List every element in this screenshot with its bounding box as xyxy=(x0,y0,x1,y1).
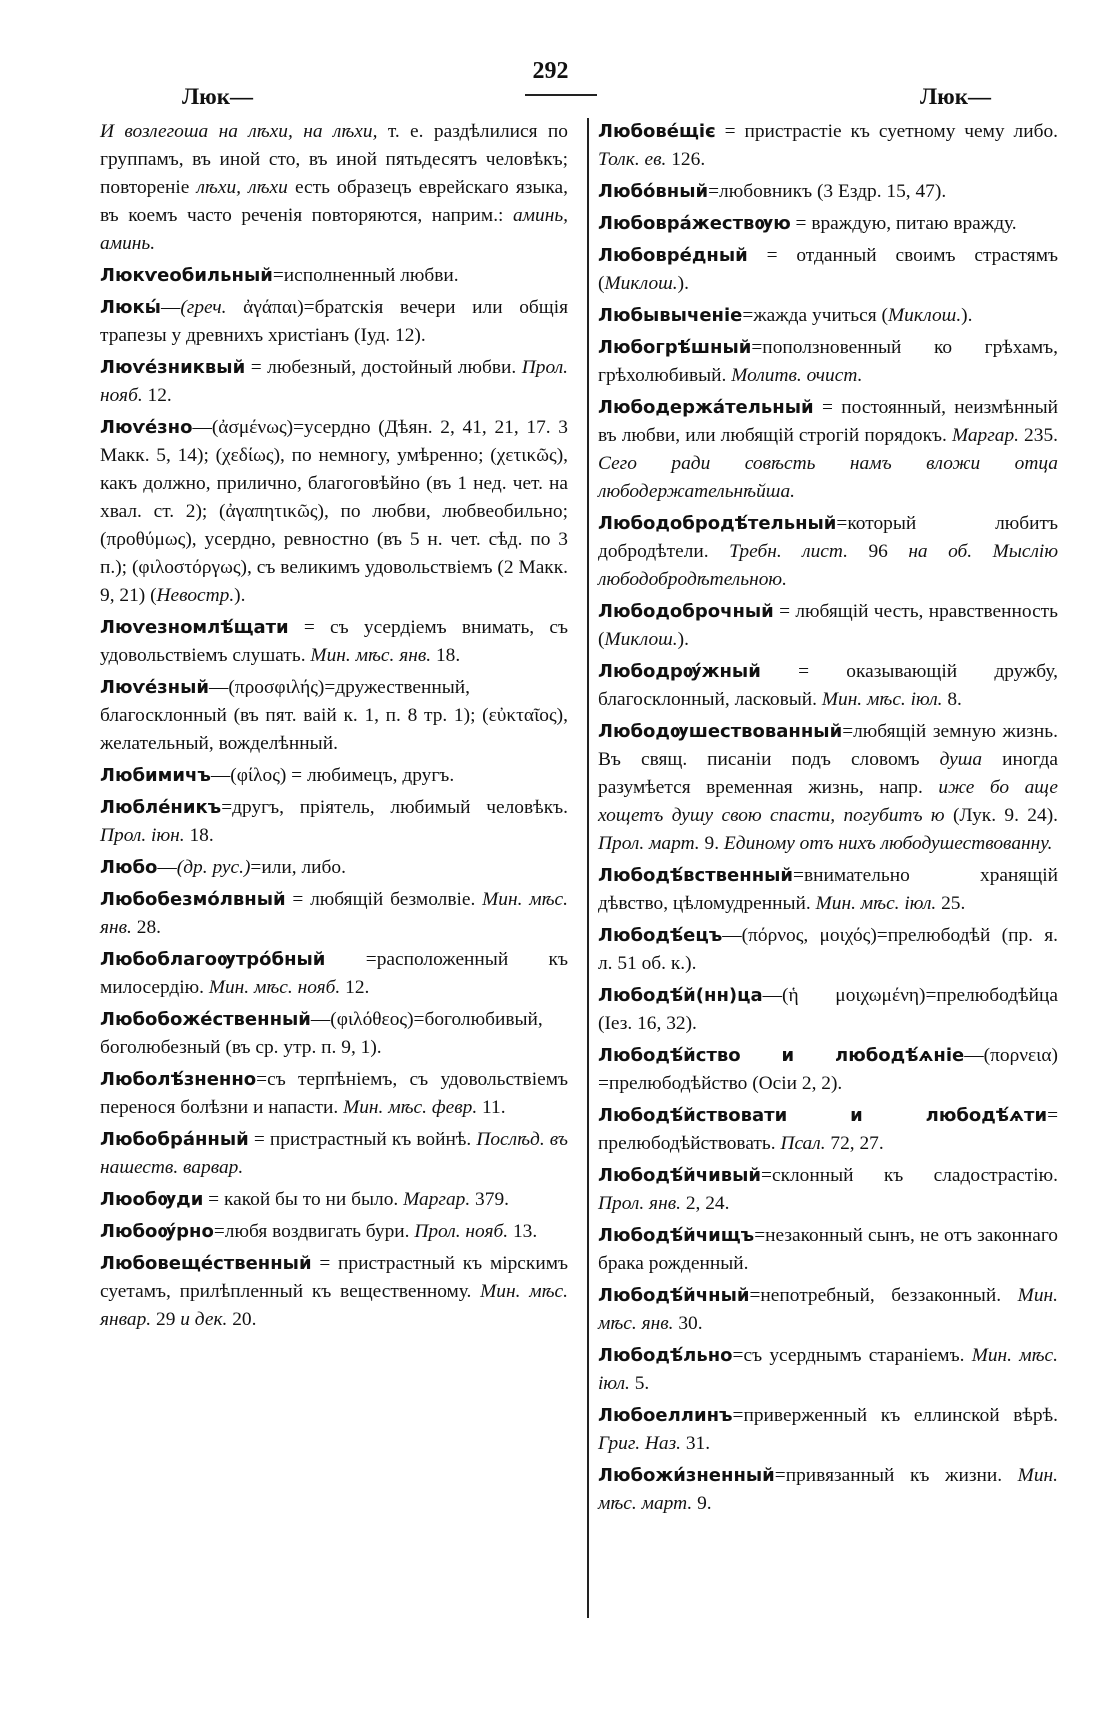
definition-text: =другъ, пріятель, любимый человѣкъ. xyxy=(221,797,568,818)
headword: Любогрѣ́шный xyxy=(598,337,752,358)
headword: Любодѣ́вственный xyxy=(598,865,794,886)
italic-text: Маргар. xyxy=(403,1189,471,1210)
italic-text: Мин. мѣс. февр. xyxy=(343,1097,478,1118)
italic-text: Миклош. xyxy=(604,629,678,650)
dictionary-entry xyxy=(598,862,1058,918)
definition-text: 31. xyxy=(681,1433,711,1454)
headword: Люкы́ xyxy=(100,297,161,318)
italic-text: (греч. xyxy=(180,297,227,318)
dictionary-entry xyxy=(598,394,1058,506)
dictionary-entry xyxy=(100,354,568,410)
italic-text: Невостр. xyxy=(156,585,235,606)
definition-text: есть образецъ еврейскаго языка, въ коемъ часто реченія повторяются, наприм.: xyxy=(100,177,569,226)
dictionary-entry xyxy=(100,414,568,610)
italic-text: лѣхи, лѣхи xyxy=(196,177,288,198)
definition-text: =незаконный сынъ, не отъ законнаго брака рожденный. xyxy=(598,1225,1058,1274)
left-guide-word: Люк— xyxy=(182,84,253,109)
dictionary-entry xyxy=(100,1126,568,1182)
dictionary-entry xyxy=(598,1102,1058,1158)
headword: Люболѣ́зненно xyxy=(100,1069,257,1090)
definition-text: 5. xyxy=(629,1373,650,1394)
dictionary-entry xyxy=(598,1462,1058,1518)
italic-text: и дек. xyxy=(180,1309,228,1330)
right-guide-word: Люк— xyxy=(920,84,991,109)
definition-text: 30. xyxy=(673,1313,703,1334)
definition-text: ). xyxy=(234,585,246,606)
dictionary-entry xyxy=(598,658,1058,714)
headword: Любовре́дный xyxy=(598,245,748,266)
definition-text: ). xyxy=(677,629,689,650)
headword: Любоблагоѹтро́бный xyxy=(100,949,326,970)
definition-text: = пристрастный къ мірскимъ суетамъ, прилѣпленный къ вещественному. xyxy=(100,1253,568,1302)
definition-text: иногда разумѣется временная жизнь, напр. xyxy=(598,749,1058,798)
definition-text: —(πορνεια) =прелюбодѣйство (Осіи 2, 2). xyxy=(598,1045,1058,1094)
dictionary-entry xyxy=(598,1222,1058,1278)
italic-text: Мин. мѣс. іюл. xyxy=(598,1345,1058,1394)
italic-text: Псал. xyxy=(780,1133,826,1154)
dictionary-entry xyxy=(100,794,568,850)
dictionary-entry xyxy=(598,210,1058,238)
headword: Любывыченіе xyxy=(598,305,743,326)
italic-text: аминь, аминь. xyxy=(100,205,568,254)
headword: Люкѵеобильный xyxy=(100,265,273,286)
dictionary-entry xyxy=(100,762,568,790)
definition-text: =внимательно хранящій дѣвство, цѣломудренный. xyxy=(598,865,1058,914)
headword: Любовеще́ственный xyxy=(100,1253,312,1274)
definition-text: =любя воздвигать бури. xyxy=(213,1221,415,1242)
definition-text: —(πόρνος, μοιχός)=прелюбодѣй (пр. я. л. 51 об. к.). xyxy=(598,925,1058,974)
dictionary-entry xyxy=(598,718,1058,858)
headword: Любодѣ́йствовати и любодѣ́ѧти xyxy=(598,1105,1048,1126)
definition-text: —(φίλος) = любимецъ, другъ. xyxy=(210,765,455,786)
headword: Любодѣ́йчищъ xyxy=(598,1225,755,1246)
definition-text: 28. xyxy=(131,917,161,938)
headword: Любожи́зненный xyxy=(598,1465,775,1486)
definition-text: ). xyxy=(961,305,973,326)
definition-text: 29 xyxy=(151,1309,181,1330)
headword: Любодѣ́йчный xyxy=(598,1285,750,1306)
definition-text: — xyxy=(157,857,177,878)
dictionary-entry xyxy=(100,118,568,258)
headword: Любоеллинъ xyxy=(598,1405,733,1426)
definition-text: т. е. раздѣлилися по группамъ, въ иной сто, въ иной пятьдесятъ человѣкъ; повтореніе xyxy=(100,121,568,198)
headword: Любодѣ́й(нн)ца xyxy=(598,985,763,1006)
dictionary-entry xyxy=(598,982,1058,1038)
definition-text: 18. xyxy=(431,645,461,666)
definition-text: (Лук. 9. 24). xyxy=(944,805,1058,826)
dictionary-entry xyxy=(100,1186,568,1214)
italic-text: Мин. мѣс. янв. xyxy=(598,1285,1058,1334)
page-number-rule xyxy=(525,94,597,96)
dictionary-entry xyxy=(598,178,1058,206)
column-divider xyxy=(587,118,589,1618)
definition-text: 379. xyxy=(470,1189,509,1210)
headword: Любодѣ́ецъ xyxy=(598,925,723,946)
dictionary-entry xyxy=(598,1282,1058,1338)
italic-text: Послѣд. въ нашеств. варвар. xyxy=(100,1129,568,1178)
definition-text: 12. xyxy=(340,977,370,998)
dictionary-entry xyxy=(100,294,568,350)
definition-text: 18. xyxy=(184,825,214,846)
definition-text: 2, 24. xyxy=(680,1193,730,1214)
definition-text: = какой бы то ни было. xyxy=(203,1189,404,1210)
italic-text: душа xyxy=(939,749,983,770)
italic-text: Мин. мѣс. январ. xyxy=(100,1281,568,1330)
definition-text: —(προσφιλής)=дружественный, благосклонный (въ пят. вaій к. 1, п. 8 тр. 1); (εὐκταῖος), желательный, вожделѣнный. xyxy=(100,677,568,754)
definition-text: 20. xyxy=(227,1309,257,1330)
headword: Любимичъ xyxy=(100,765,211,786)
italic-text: Требн. лист. xyxy=(729,541,848,562)
definition-text: 9. xyxy=(699,833,724,854)
definition-text: —(ἀσμένως)=усердно (Дѣян. 2, 41, 21, 17. 3 Макк. 5, 14); (χεδίως), по немногу, умѣренно; (χετικῶς), какъ должно, прилично, благоговѣйно (въ 1 нед. чет. на хвал. ст. 2); (ἀγαπητικῶς), по любви, любвеобильно; (προθύμως), усердно, ревностно (въ 5 н. чет. сѣд. по 3 п.); (φιλοστόργως), съ великимъ удовольствіемъ (2 Макк. 9, 21) ( xyxy=(100,417,568,606)
dictionary-entry xyxy=(100,886,568,942)
dictionary-entry xyxy=(100,854,568,882)
italic-text: Миклош. xyxy=(887,305,962,326)
italic-text: Мин. мѣс. янв. xyxy=(100,889,568,938)
definition-text: =приверженный къ еллинской вѣрѣ. xyxy=(732,1405,1058,1426)
headword: Люѵе́зный xyxy=(100,677,209,698)
headword: Любодѹшествованный xyxy=(598,721,843,742)
definition-text: 96 xyxy=(847,541,909,562)
italic-text: Прол. нояб. xyxy=(414,1221,509,1242)
definition-text: 11. xyxy=(477,1097,506,1118)
definition-text: = съ усердіемъ внимать, съ удовольствіемъ слушать. xyxy=(100,617,568,666)
italic-text: Григ. Наз. xyxy=(598,1433,681,1454)
definition-text: =жажда учиться ( xyxy=(742,305,888,326)
dictionary-entry xyxy=(598,302,1058,330)
definition-text: — xyxy=(160,297,181,318)
dictionary-entry xyxy=(598,1042,1058,1098)
headword: Люѵе́зно xyxy=(100,417,193,438)
left-column xyxy=(100,118,568,1338)
definition-text: = враждую, питаю вражду. xyxy=(790,213,1017,234)
italic-text: Сего ради совѣсть намъ вложи отца любодержательнѣйша. xyxy=(598,453,1058,502)
definition-text: =склонный къ сладострастію. xyxy=(761,1165,1058,1186)
italic-text: Прол. март. xyxy=(598,833,700,854)
dictionary-entry xyxy=(598,922,1058,978)
italic-text: Мин. мѣс. янв. xyxy=(310,645,432,666)
headword: Любобра́нный xyxy=(100,1129,249,1150)
definition-text: =любовникъ (3 Ездр. 15, 47). xyxy=(708,181,947,202)
dictionary-entry xyxy=(100,1066,568,1122)
italic-text: Прол. янв. xyxy=(598,1193,681,1214)
definition-text: 12. xyxy=(142,385,172,406)
definition-text: =или, либо. xyxy=(250,857,346,878)
dictionary-entry xyxy=(598,242,1058,298)
definition-text: = пристрастный къ войнѣ. xyxy=(248,1129,477,1150)
italic-text: Прол. іюн. xyxy=(100,825,185,846)
definition-text: —(ἡ μοιχωμένη)=прелюбодѣйца (Iез. 16, 32). xyxy=(598,985,1058,1034)
headword: Любовра́жествѹю xyxy=(598,213,791,234)
definition-text: 72, 27. xyxy=(825,1133,884,1154)
headword: Любобоже́ственный xyxy=(100,1009,311,1030)
italic-text: Маргар. xyxy=(951,425,1020,446)
headword: Любодѣ́льно xyxy=(598,1345,733,1366)
italic-text: (др. рус.) xyxy=(176,857,251,878)
italic-text: Молитв. очист. xyxy=(731,365,863,386)
headword: Любо́вный xyxy=(598,181,709,202)
dictionary-entry xyxy=(598,334,1058,390)
headword: Любодѣ́йчивый xyxy=(598,1165,762,1186)
definition-text: = любезный, достойный любви. xyxy=(245,357,522,378)
italic-text: Мин. мѣс. март. xyxy=(598,1465,1058,1514)
headword: Любобезмо́лвный xyxy=(100,889,286,910)
italic-text: Мин. мѣс. іюл. xyxy=(815,893,937,914)
dictionary-entry xyxy=(100,614,568,670)
dictionary-entry xyxy=(598,510,1058,594)
dictionary-entry xyxy=(598,1402,1058,1458)
headword: Любодрѹ́жный xyxy=(598,661,761,682)
definition-text: =съ усерднымъ стараніемъ. xyxy=(732,1345,972,1366)
definition-text: 235. xyxy=(1019,425,1058,446)
dictionary-entry xyxy=(100,1250,568,1334)
dictionary-entry xyxy=(598,1342,1058,1398)
definition-text: = отданный своимъ страстямъ ( xyxy=(598,245,1058,294)
italic-text: иже бо аще хощетъ душу свою спасти, погубитъ ю xyxy=(598,777,1058,826)
headword: Люобѹди xyxy=(100,1189,204,1210)
definition-text: =привязанный къ жизни. xyxy=(774,1465,1018,1486)
headword: Любодобродѣ́тельный xyxy=(598,513,837,534)
headword: Любодѣ́йство и любодѣ́ѧніе xyxy=(598,1045,965,1066)
italic-text: Единому отъ нихъ любодушествованну. xyxy=(723,833,1053,854)
definition-text: =расположенный къ милосердію. xyxy=(100,949,568,998)
italic-text: Мин. мѣс. іюл. xyxy=(821,689,943,710)
definition-text: = прелюбодѣйствовать. xyxy=(598,1105,1058,1154)
headword: Любле́никъ xyxy=(100,797,222,818)
definition-text: =поползновенный ко грѣхамъ, грѣхолюбивый. xyxy=(598,337,1058,386)
definition-text: = пристрастіе къ суетному чему либо. xyxy=(715,121,1058,142)
dictionary-entry xyxy=(100,674,568,758)
dictionary-entry xyxy=(598,118,1058,174)
dictionary-entry xyxy=(100,1006,568,1062)
headword: Любодержа́тельный xyxy=(598,397,814,418)
italic-text: Миклош. xyxy=(604,273,678,294)
definition-text: =который любитъ добродѣтели. xyxy=(598,513,1058,562)
definition-text: ἀγάπαι)=братскія вечери или общія трапезы у древнихъ христіанъ (Іуд. 12). xyxy=(100,297,568,346)
definition-text: = любящій безмолвіе. xyxy=(285,889,483,910)
headword: Любо xyxy=(100,857,158,878)
definition-text: = любящій честь, нравственность ( xyxy=(598,601,1058,650)
definition-text: =исполненный любви. xyxy=(272,265,459,286)
definition-text: =съ терпѣніемъ, съ удовольствіемъ перенося болѣзни и напасти. xyxy=(100,1069,568,1118)
definition-text: 126. xyxy=(666,149,706,170)
definition-text: = постоянный, неизмѣнный въ любви, или любящій строгій порядокъ. xyxy=(598,397,1058,446)
definition-text: = оказывающій дружбу, благосклонный, ласковый. xyxy=(598,661,1058,710)
headword: Люѵе́зниквый xyxy=(100,357,246,378)
definition-text: =непотребный, беззаконный. xyxy=(749,1285,1018,1306)
definition-text: ). xyxy=(677,273,689,294)
definition-text: 9. xyxy=(692,1493,712,1514)
headword: Люѵезномлѣ́щати xyxy=(100,617,289,638)
page-number: 292 xyxy=(532,58,569,84)
right-column xyxy=(598,118,1058,1522)
definition-text: 25. xyxy=(936,893,966,914)
headword: Любоѹ́рно xyxy=(100,1221,214,1242)
definition-text: 13. xyxy=(508,1221,538,1242)
dictionary-entry xyxy=(100,946,568,1002)
definition-text: —(φιλόθεος)=боголюбивый, боголюбезный (въ ср. утр. п. 9, 1). xyxy=(100,1009,543,1058)
headword: Любодоброчный xyxy=(598,601,774,622)
italic-text: Прол. нояб. xyxy=(100,357,568,406)
headword: Любове́щіє xyxy=(598,121,716,142)
dictionary-entry xyxy=(100,262,568,290)
italic-text: И возлегоша на лѣхи, на лѣхи, xyxy=(100,121,378,142)
italic-text: Толк. ев. xyxy=(598,149,667,170)
definition-text: 8. xyxy=(942,689,962,710)
italic-text: Мин. мѣс. нояб. xyxy=(208,977,341,998)
dictionary-entry xyxy=(100,1218,568,1246)
italic-text: на об. Мыслію любодобродѣтельною. xyxy=(598,541,1058,590)
dictionary-entry xyxy=(598,1162,1058,1218)
definition-text: =любящій земную жизнь. Въ свящ. писаніи подъ словомъ xyxy=(598,721,1058,770)
dictionary-entry xyxy=(598,598,1058,654)
